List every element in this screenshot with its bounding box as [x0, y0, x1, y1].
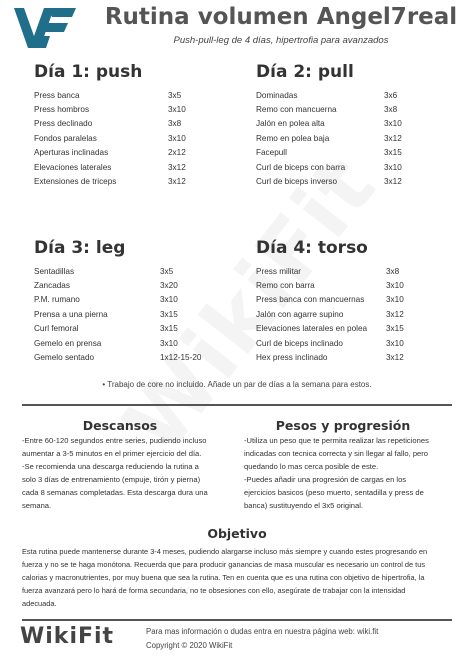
descansos-line: cada 8 semanas completadas. Esta descarga dura una [22, 488, 208, 497]
exercise-row [256, 307, 456, 321]
exercise-sets-reps: 3x8 [168, 119, 182, 129]
day-1-section [34, 62, 204, 189]
divider-top [22, 404, 452, 406]
objetivo-line: calorias y macronutrientes, por muy buena que sea la rutina. Ten en cuenta que es una rutina con objetivo de hipertrofia, la [22, 573, 425, 582]
exercise-row [34, 174, 204, 188]
descansos-line: solo 3 días de entrenamiento (empuje, tirón y pierna) [22, 475, 201, 484]
exercise-name: Press hombros [34, 105, 90, 115]
day-3-section [34, 238, 224, 365]
objetivo-title: Objetivo [207, 526, 267, 541]
descansos-text [22, 434, 237, 512]
exercise-sets-reps: 3x10 [386, 281, 404, 291]
exercise-name: Curl de biceps con barra [256, 162, 346, 172]
exercise-sets-reps: 3x12 [168, 177, 186, 187]
objetivo-line: fuerza avanzará pero lo hará de forma secundaria, no te obsesiones con ello, asegúrate de trabajar con la intensidad [22, 586, 406, 595]
descansos-title: Descansos [82, 418, 158, 433]
exercise-sets-reps: 3x10 [168, 133, 186, 143]
exercise-row [34, 117, 204, 131]
day-4-exercise-list [256, 264, 456, 365]
exercise-name: Press banca con mancuernas [256, 295, 365, 305]
exercise-row [256, 117, 456, 131]
exercise-name: Jalón en polea alta [256, 119, 325, 129]
exercise-sets-reps: 3x10 [386, 338, 404, 348]
day-2-section [256, 62, 456, 189]
day-1-exercise-list [34, 88, 204, 189]
page-title: Rutina volumen Angel7real [104, 4, 458, 30]
exercise-row [256, 160, 456, 174]
exercise-name: Jalón con agarre supino [256, 309, 344, 319]
exercise-sets-reps: 3x12 [386, 309, 404, 319]
exercise-name: Elevaciones laterales en polea [256, 324, 368, 334]
day-3-title: Día 3: leg [34, 238, 126, 258]
exercise-name: Hex press inclinado [256, 353, 328, 363]
exercise-row [256, 264, 456, 278]
divider-bottom [22, 619, 452, 621]
exercise-name: Press banca [34, 90, 80, 100]
objetivo-line: Esta rutina puede mantenerse durante 3-4 meses, pudiendo alargarse incluso más siempre y cuando estes progresando en [22, 547, 428, 556]
exercise-row [256, 278, 456, 292]
exercise-sets-reps: 3x15 [384, 148, 402, 158]
wikifit-logo-icon [14, 6, 76, 50]
exercise-name: Gemelo sentado [34, 353, 95, 363]
pesos-line: ejercicios basicos (peso muerto, sentadilla y press de [244, 488, 424, 497]
exercise-sets-reps: 2x12 [168, 148, 186, 158]
exercise-name: Remo con barra [256, 281, 315, 291]
exercise-row [34, 146, 204, 160]
day-1-title: Día 1: push [34, 62, 143, 82]
exercise-name: Dominadas [256, 90, 298, 100]
exercise-row [34, 88, 204, 102]
objetivo-line: fuerza y no se te haga monótona. Recuerda que para producir ganancias de masa muscular es necesario un control de tus [22, 560, 426, 569]
exercise-row [256, 336, 456, 350]
pesos-line: banca) sustituyendo el 3x5 original. [244, 501, 364, 510]
footer-copyright: Copyright © 2020 WikiFit [146, 641, 233, 650]
page-subtitle: Push-pull-leg de 4 días, hipertrofia para avanzados [173, 35, 389, 46]
exercise-sets-reps: 3x10 [384, 119, 402, 129]
exercise-name: Curl femoral [34, 324, 79, 334]
exercise-sets-reps: 3x12 [384, 133, 402, 143]
descansos-line: -Se recomienda una descarga reduciendo la rutina a [22, 462, 199, 471]
pesos-line: -Puedes añadir una progresión de cargas en los [244, 475, 407, 484]
exercise-row [34, 102, 204, 116]
exercise-sets-reps: 3x5 [168, 90, 182, 100]
exercise-row [34, 322, 224, 336]
exercise-sets-reps: 3x5 [160, 266, 174, 276]
exercise-row [34, 160, 204, 174]
exercise-row [256, 102, 456, 116]
exercise-sets-reps: 3x15 [160, 324, 178, 334]
day-2-title: Día 2: pull [256, 62, 354, 82]
exercise-name: P.M. rumano [34, 295, 80, 305]
exercise-sets-reps: 3x12 [384, 177, 402, 187]
objetivo-line: adecuada. [22, 599, 57, 608]
objetivo-text [22, 545, 462, 610]
descansos-line: semana. [22, 501, 52, 510]
day-4-section [256, 238, 456, 365]
exercise-sets-reps: 3x6 [384, 90, 398, 100]
core-note: • Trabajo de core no incluido. Añade un par de días a la semana para estos. [102, 380, 372, 389]
exercise-sets-reps: 3x8 [384, 105, 398, 115]
day-4-title: Día 4: torso [256, 238, 368, 258]
header [0, 0, 474, 56]
exercise-name: Fondos paralelas [34, 133, 97, 143]
day-3-exercise-list [34, 264, 224, 365]
exercise-sets-reps: 3x10 [386, 295, 404, 305]
descansos-line: -Entre 60-120 segundos entre series, pudiendo incluso [22, 436, 207, 445]
exercise-row [256, 322, 456, 336]
exercise-name: Remo con mancuerna [256, 105, 337, 115]
exercise-name: Prensa a una pierna [34, 309, 108, 319]
pesos-line: quedando lo mas cerca posible de este. [244, 462, 379, 471]
exercise-row [34, 278, 224, 292]
exercise-sets-reps: 1x12-15-20 [160, 353, 202, 363]
exercise-row [34, 131, 204, 145]
exercise-sets-reps: 3x20 [160, 281, 178, 291]
exercise-name: Aperturas inclinadas [34, 148, 109, 158]
footer-info: Para mas información o dudas entra en nuestra página web: wiki.fit [146, 627, 379, 636]
exercise-sets-reps: 3x10 [160, 338, 178, 348]
exercise-row [256, 350, 456, 364]
exercise-name: Gemelo en prensa [34, 338, 102, 348]
exercise-row [34, 350, 224, 364]
exercise-row [256, 131, 456, 145]
exercise-sets-reps: 3x10 [160, 295, 178, 305]
footer-brand: WikiFit [20, 624, 115, 649]
pesos-title: Pesos y progresión [275, 418, 411, 433]
pesos-line: indicadas con tecnica correcta y sin llegar al fallo, pero [244, 449, 429, 458]
exercise-name: Facepull [256, 148, 287, 158]
exercise-name: Sentadillas [34, 266, 75, 276]
exercise-row [256, 293, 456, 307]
exercise-name: Elevaciones laterales [34, 162, 112, 172]
exercise-row [34, 307, 224, 321]
exercise-sets-reps: 3x15 [386, 324, 404, 334]
exercise-row [256, 174, 456, 188]
exercise-name: Press declinado [34, 119, 93, 129]
exercise-name: Remo en polea baja [256, 133, 330, 143]
exercise-sets-reps: 3x12 [386, 353, 404, 363]
exercise-name: Zancadas [34, 281, 70, 291]
exercise-sets-reps: 3x10 [168, 105, 186, 115]
exercise-name: Curl de biceps inclinado [256, 338, 343, 348]
pesos-text [244, 434, 469, 512]
exercise-row [34, 336, 224, 350]
descansos-line: aumentar a 3-5 minutos en el primer ejercicio del día. [22, 449, 202, 458]
exercise-sets-reps: 3x15 [160, 309, 178, 319]
exercise-sets-reps: 3x8 [386, 266, 400, 276]
exercise-row [34, 293, 224, 307]
exercise-name: Extensiones de triceps [34, 177, 117, 187]
exercise-name: Curl de biceps inverso [256, 177, 338, 187]
exercise-row [256, 88, 456, 102]
pesos-line: -Utiliza un peso que te permita realizar las repeticiones [244, 436, 429, 445]
exercise-sets-reps: 3x12 [168, 162, 186, 172]
day-2-exercise-list [256, 88, 456, 189]
exercise-name: Press militar [256, 266, 302, 276]
exercise-row [256, 146, 456, 160]
exercise-row [34, 264, 224, 278]
exercise-sets-reps: 3x10 [384, 162, 402, 172]
